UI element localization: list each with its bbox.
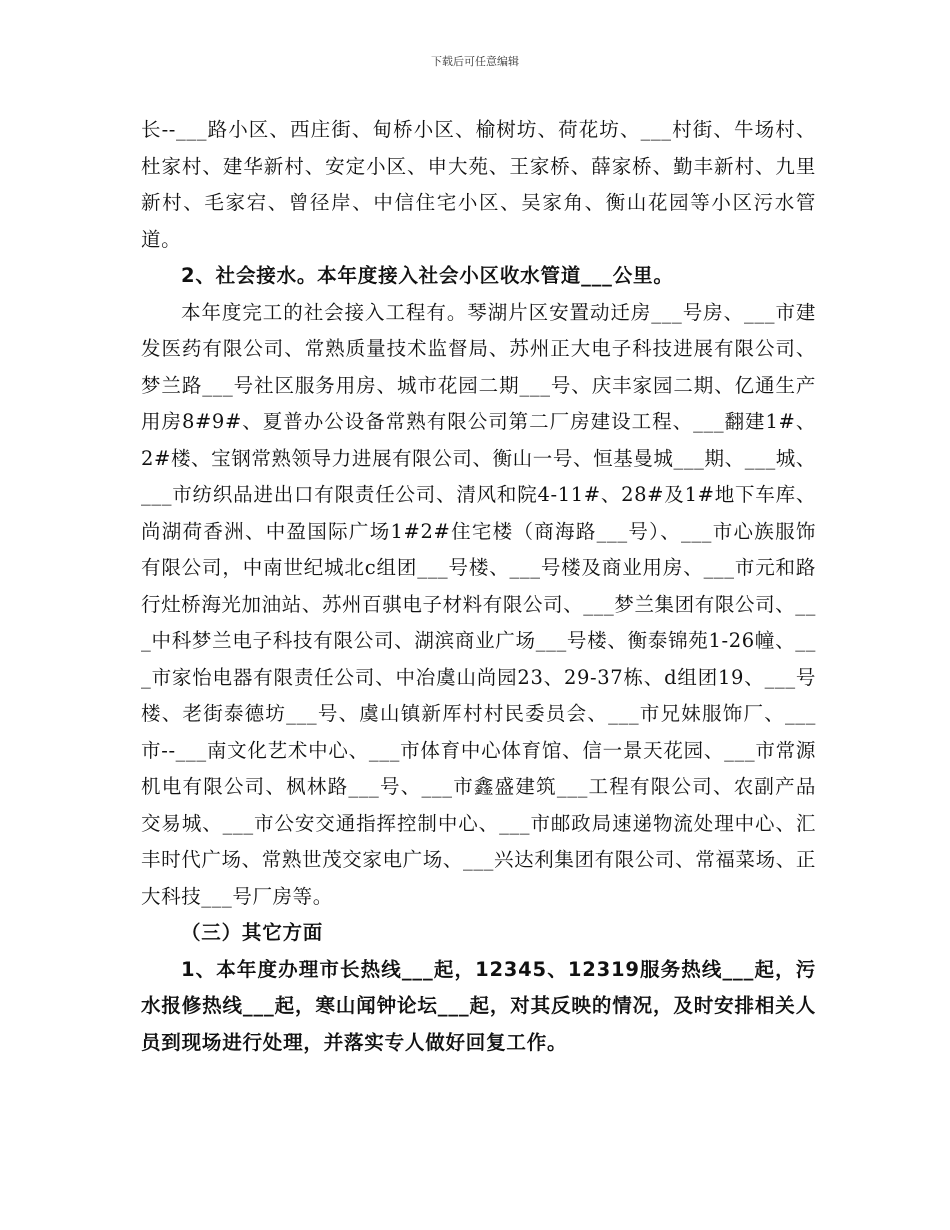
heading-social-water: 2、社会接水。本年度接入社会小区收水管道___公里。 bbox=[181, 264, 674, 287]
heading-other-aspects: （三）其它方面 bbox=[181, 921, 324, 944]
document-body bbox=[141, 112, 816, 1061]
paragraph-hotlines: 1、本年度办理市长热线___起，12345、12319服务热线___起，污水报修热线___起，寒山闻钟论坛___起，对其反映的情况，及时安排相关人员到现场进行处理，并落实专人做好回复工作。 bbox=[141, 957, 816, 1054]
paragraph-sewer-pipes: 长--___路小区、西庄街、甸桥小区、榆树坊、荷花坊、___村街、牛场村、杜家村、建华新村、安定小区、申大苑、王家桥、薛家桥、勤丰新村、九里新村、毛家宕、曾径岸、中信住宅小区、吴家角、衡山花园等小区污水管道。 bbox=[141, 118, 816, 251]
paragraph-projects: 本年度完工的社会接入工程有。琴湖片区安置动迁房___号房、___市建发医药有限公司、常熟质量技术监督局、苏州正大电子科技进展有限公司、梦兰路___号社区服务用房、城市花园二期___号、庆丰家园二期、亿通生产用房8#9#、夏普办公设备常熟有限公司第二厂房建设工程、___翻建1#、2#楼、宝钢常熟领导力进展有限公司、衡山一号、恒基曼城___期、___城、___市纺织品进出口有限责任公司、清风和院4-11#、28#及1#地下车库、尚湖荷香洲、中盈国际广场1#2#住宅楼（商海路___号）、___市心族服饰有限公司，中南世纪城北c组团___号楼、___号楼及商业用房、___市元和路行灶桥海光加油站、苏州百骐电子材料有限公司、___梦兰集团有限公司、___中科梦兰电子科技有限公司、湖滨商业广场___号楼、衡泰锦苑1-26幢、___市家怡电器有限责任公司、中冶虞山尚园23、29-37栋、d组团19、___号楼、老街泰德坊___号、虞山镇新厍村村民委员会、___市兄妹服饰厂、___市--___南文化艺术中心、___市体育中心体育馆、信一景天花园、___市常源机电有限公司、枫林路___号、___市鑫盛建筑___工程有限公司、农副产品交易城、___市公安交通指挥控制中心、___市邮政局速递物流处理中心、汇丰时代广场、常熟世茂交家电广场、___兴达利集团有限公司、常福菜场、正大科技___号厂房等。 bbox=[141, 300, 816, 908]
page-header: 下载后可任意编辑 bbox=[431, 55, 519, 68]
